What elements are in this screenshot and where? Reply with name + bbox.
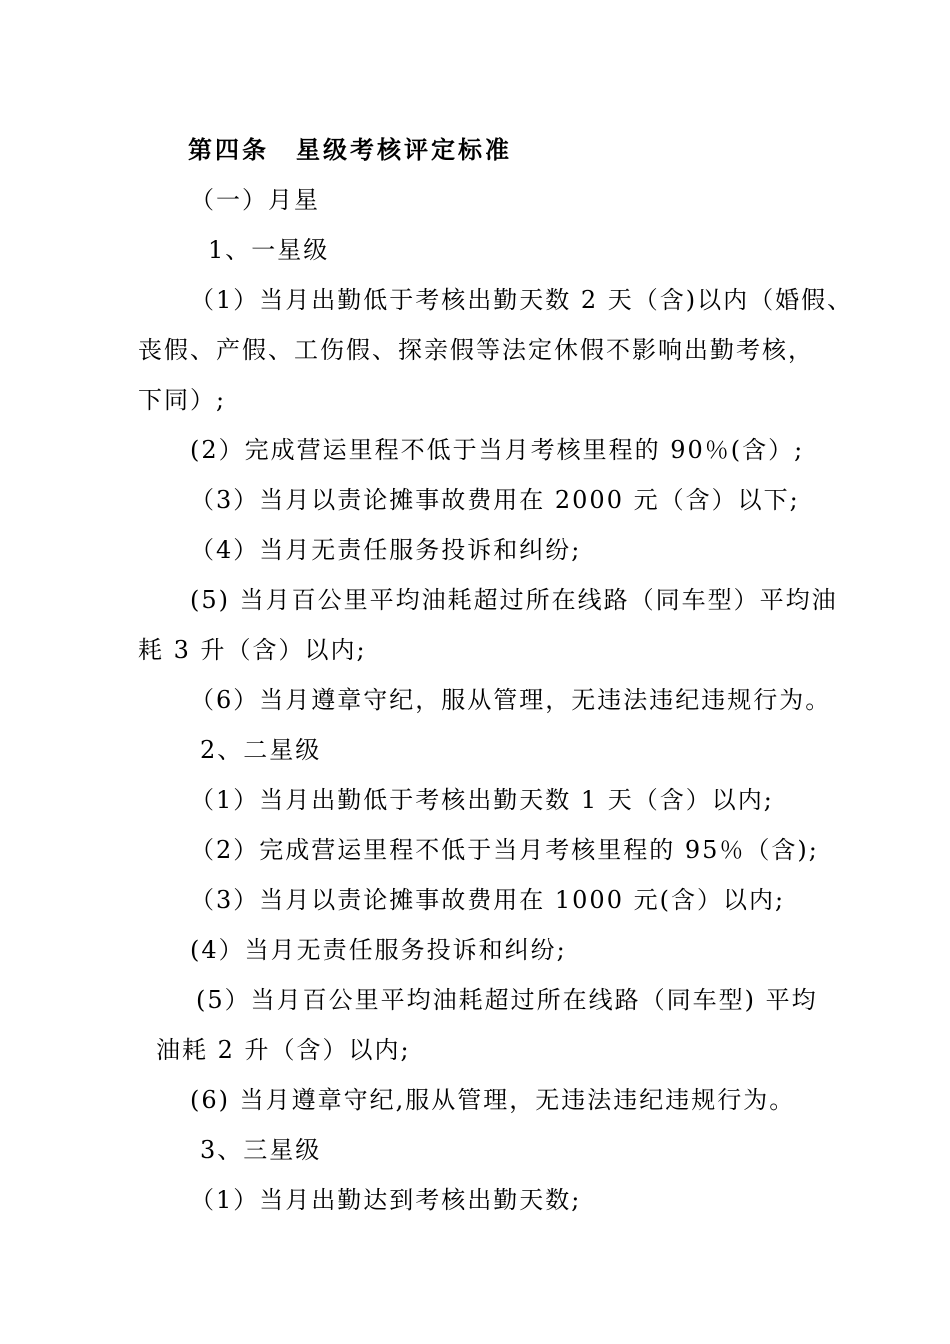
three-star-item-1: （1）当月出勤达到考核出勤天数;: [190, 1186, 582, 1214]
two-star-item-2: （2）完成营运里程不低于当月考核里程的 95％（含);: [190, 836, 819, 864]
two-star-item-3: （3）当月以责论摊事故费用在 1000 元(含）以内;: [190, 886, 786, 914]
one-star-item-3: （3）当月以责论摊事故费用在 2000 元（含）以下;: [190, 486, 800, 514]
one-star-item-2: (2）完成营运里程不低于当月考核里程的 90％(含）;: [190, 436, 805, 464]
two-star-item-1: （1）当月出勤低于考核出勤天数 1 天（含）以内;: [190, 786, 774, 814]
level-heading-one-star: 1、一星级: [208, 236, 330, 264]
two-star-item-5-line-1: (5）当月百公里平均油耗超过所在线路（同车型) 平均: [196, 986, 818, 1014]
section-heading-monthly-star: （一）月星: [190, 186, 320, 214]
one-star-item-5-line-2: 耗 3 升（含）以内;: [138, 636, 367, 664]
one-star-item-1-line-1: （1）当月出勤低于考核出勤天数 2 天（含)以内（婚假、: [190, 286, 854, 314]
one-star-item-5-line-1: (5) 当月百公里平均油耗超过所在线路（同车型）平均油: [190, 586, 838, 614]
level-heading-three-star: 3、三星级: [200, 1136, 322, 1164]
level-heading-two-star: 2、二星级: [200, 736, 322, 764]
article-title: 第四条 星级考核评定标准: [188, 136, 512, 164]
two-star-item-6: (6) 当月遵章守纪,服从管理，无违法违纪违规行为。: [190, 1086, 796, 1114]
one-star-item-6: （6）当月遵章守纪，服从管理，无违法违纪违规行为。: [190, 686, 832, 714]
two-star-item-4: (4）当月无责任服务投诉和纠纷;: [190, 936, 567, 964]
two-star-item-5-line-2: 油耗 2 升（含）以内;: [156, 1036, 411, 1064]
one-star-item-1-line-2: 丧假、产假、工伤假、探亲假等法定休假不影响出勤考核，: [138, 336, 814, 364]
one-star-item-1-line-3: 下同）;: [138, 386, 227, 414]
one-star-item-4: （4）当月无责任服务投诉和纠纷;: [190, 536, 582, 564]
